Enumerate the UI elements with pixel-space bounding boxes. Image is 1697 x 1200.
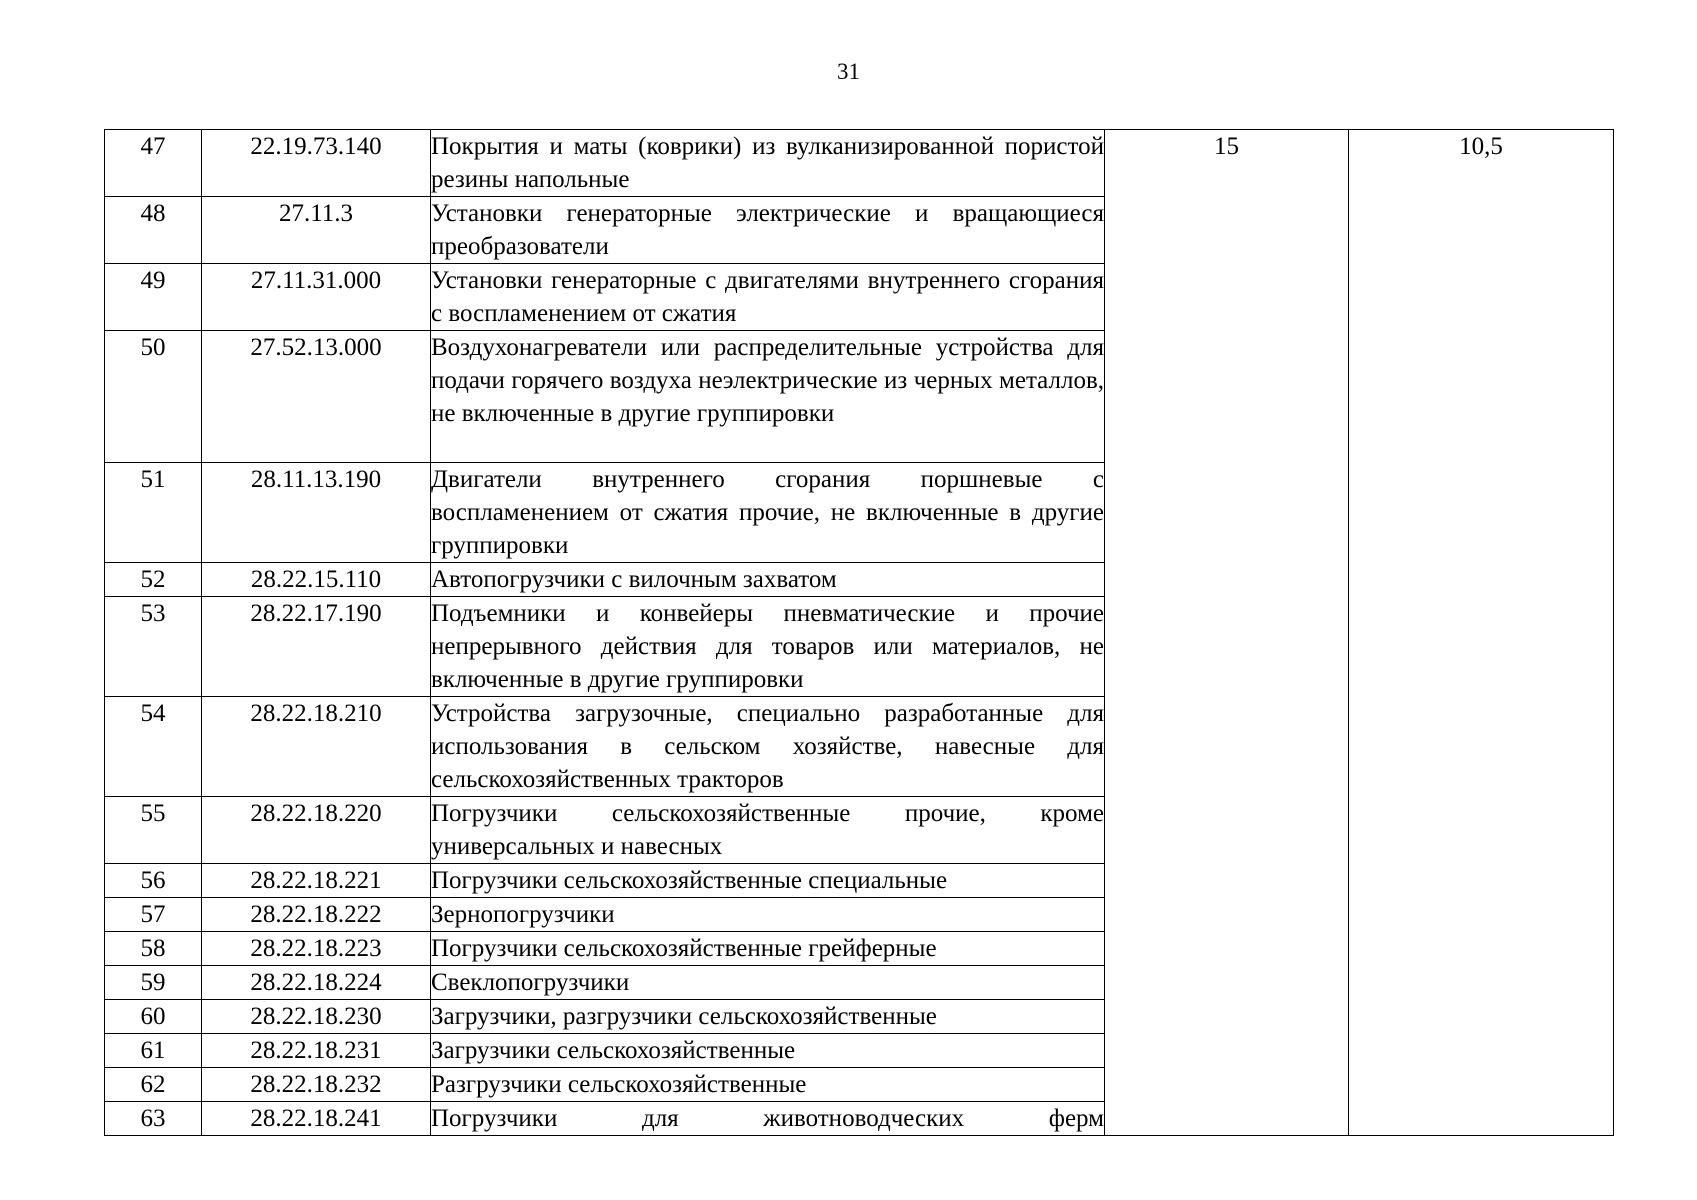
- product-name: Разгрузчики сельскохозяйственные: [431, 1068, 1105, 1102]
- okpd-code: 22.19.73.140: [202, 130, 431, 197]
- product-name: Свеклопогрузчики: [431, 966, 1105, 1000]
- product-name: Загрузчики, разгрузчики сельскохозяйственные: [431, 1000, 1105, 1034]
- product-name: Установки генераторные с двигателями внутреннего сгорания с воспламенением от сжатия: [431, 264, 1105, 331]
- row-number: 63: [105, 1102, 202, 1136]
- value-cell-2: 10,5: [1349, 130, 1614, 1136]
- okpd-code: 28.22.17.190: [202, 597, 431, 697]
- page-number: 31: [837, 59, 860, 84]
- table-row: [105, 130, 1614, 197]
- okpd-code: 28.22.15.110: [202, 563, 431, 597]
- okpd-code: 28.22.18.223: [202, 932, 431, 966]
- okpd-code: 28.22.18.220: [202, 797, 431, 864]
- row-number: 61: [105, 1034, 202, 1068]
- okpd-code: 28.22.18.231: [202, 1034, 431, 1068]
- row-number: 62: [105, 1068, 202, 1102]
- row-number: 50: [105, 331, 202, 463]
- product-name: Подъемники и конвейеры пневматические и прочие непрерывного действия для товаров или материалов, не включенные в другие группировки: [431, 597, 1105, 697]
- product-name: Установки генераторные электрические и вращающиеся преобразователи: [431, 197, 1105, 264]
- product-name: Погрузчики сельскохозяйственные прочие, кроме универсальных и навесных: [431, 797, 1105, 864]
- okpd-code: 28.22.18.222: [202, 898, 431, 932]
- row-number: 56: [105, 864, 202, 898]
- okpd-code: 28.22.18.224: [202, 966, 431, 1000]
- okpd-code: 27.52.13.000: [202, 331, 431, 463]
- row-number: 59: [105, 966, 202, 1000]
- product-name: Зернопогрузчики: [431, 898, 1105, 932]
- row-number: 53: [105, 597, 202, 697]
- row-number: 57: [105, 898, 202, 932]
- okpd-code: 28.22.18.230: [202, 1000, 431, 1034]
- okpd-code: 27.11.31.000: [202, 264, 431, 331]
- product-name: Покрытия и маты (коврики) из вулканизированной пористой резины напольные: [431, 130, 1105, 197]
- product-name: Погрузчики сельскохозяйственные специальные: [431, 864, 1105, 898]
- row-number: 47: [105, 130, 202, 197]
- row-number: 52: [105, 563, 202, 597]
- row-number: 55: [105, 797, 202, 864]
- okpd-code: 28.22.18.210: [202, 697, 431, 797]
- product-name: Погрузчики сельскохозяйственные грейферные: [431, 932, 1105, 966]
- product-name: Двигатели внутреннего сгорания поршневые с воспламенением от сжатия прочие, не включенные в другие группировки: [431, 463, 1105, 563]
- row-number: 48: [105, 197, 202, 264]
- okpd-code: 28.22.18.241: [202, 1102, 431, 1136]
- row-number: 49: [105, 264, 202, 331]
- okpd-code: 28.22.18.221: [202, 864, 431, 898]
- row-number: 54: [105, 697, 202, 797]
- product-name: Погрузчики для животноводческих ферм: [431, 1102, 1105, 1136]
- row-number: 60: [105, 1000, 202, 1034]
- product-name: Воздухонагреватели или распределительные устройства для подачи горячего воздуха неэлектрические из черных металлов, не включенные в другие группировки: [431, 331, 1105, 463]
- row-number: 58: [105, 932, 202, 966]
- okpd-code: 28.11.13.190: [202, 463, 431, 563]
- product-name: Автопогрузчики с вилочным захватом: [431, 563, 1105, 597]
- products-table: [104, 129, 1614, 1136]
- okpd-code: 27.11.3: [202, 197, 431, 264]
- value-cell-1: 15: [1105, 130, 1349, 1136]
- product-name: Загрузчики сельскохозяйственные: [431, 1034, 1105, 1068]
- row-number: 51: [105, 463, 202, 563]
- okpd-code: 28.22.18.232: [202, 1068, 431, 1102]
- product-name: Устройства загрузочные, специально разработанные для использования в сельском хозяйстве, навесные для сельскохозяйственных тракторов: [431, 697, 1105, 797]
